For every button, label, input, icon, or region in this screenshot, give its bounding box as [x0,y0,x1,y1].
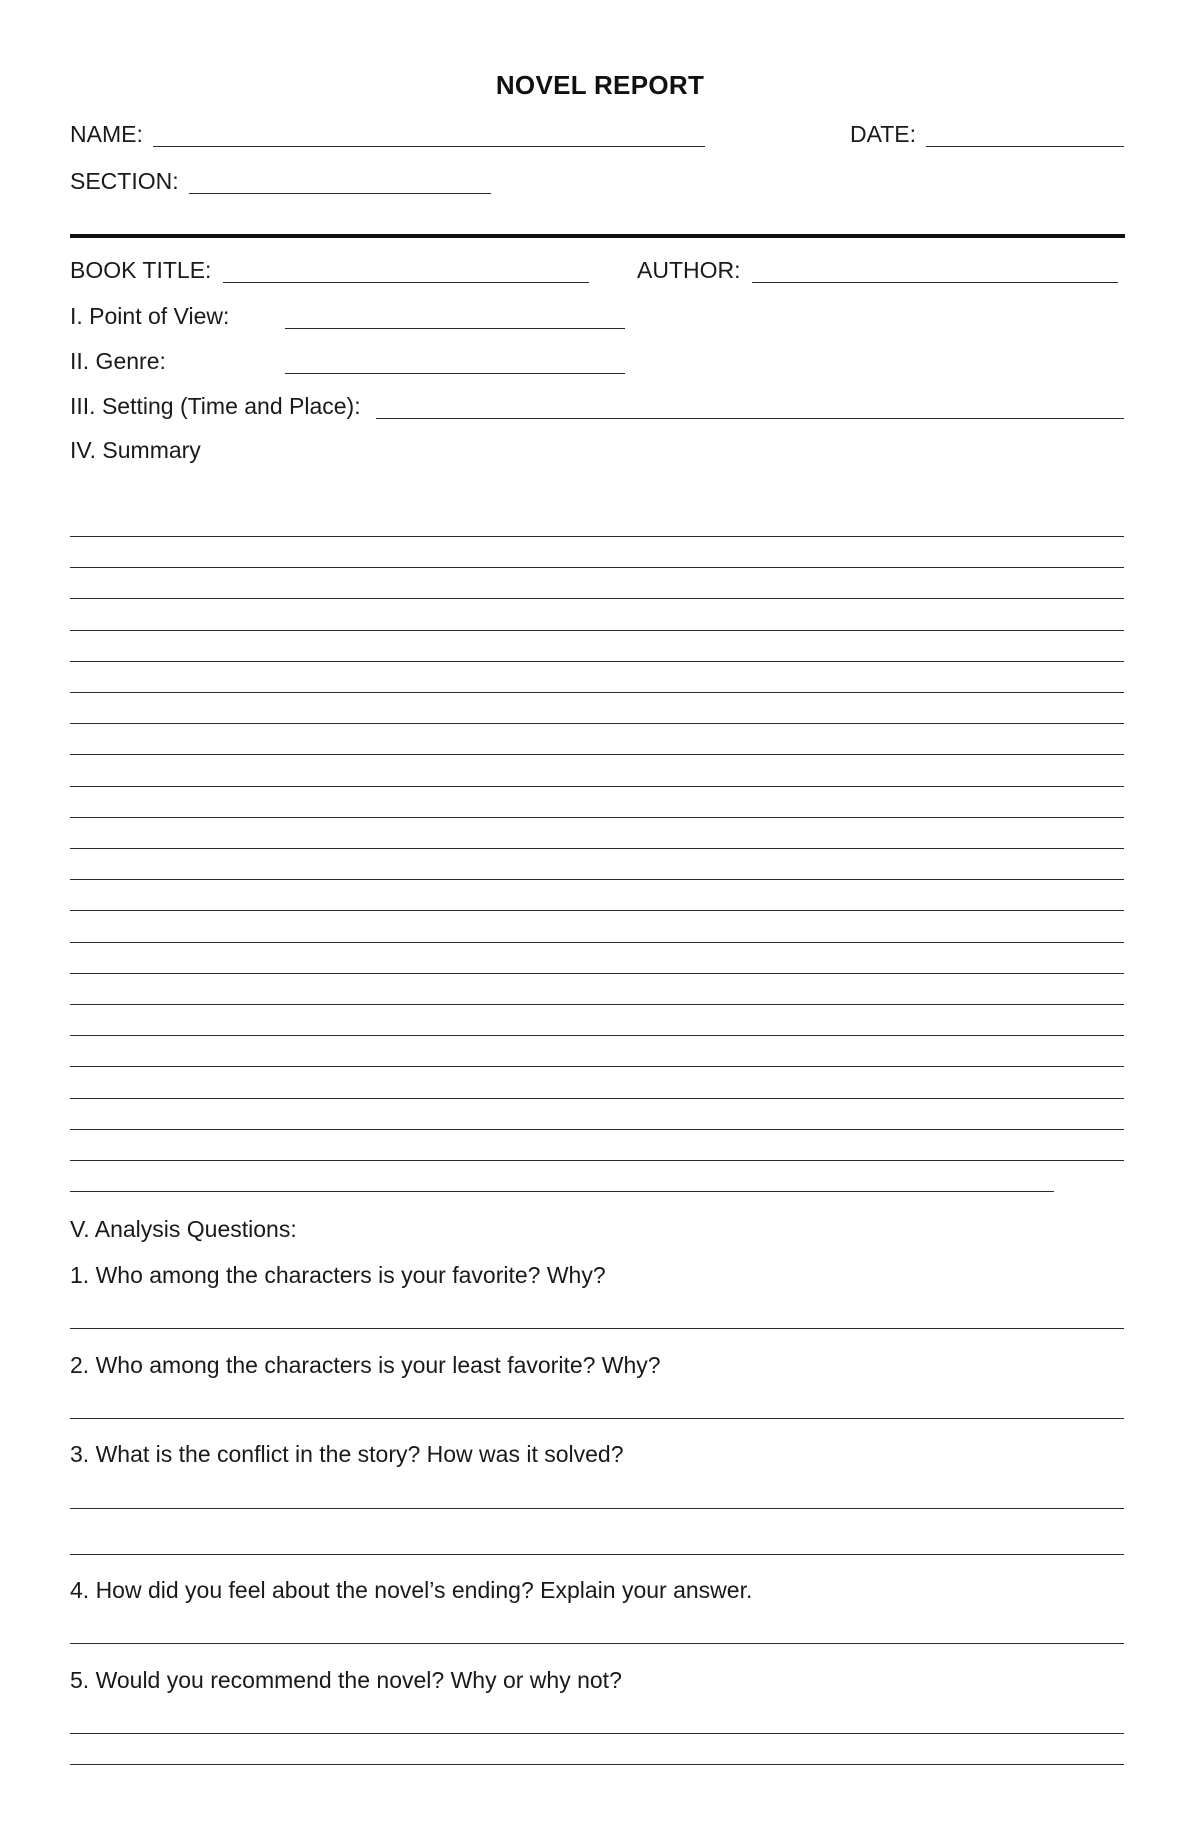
question-3: 3. What is the conflict in the story? How was it solved? [70,1441,624,1467]
point-of-view-field[interactable] [285,328,625,329]
date-label: DATE: [850,121,917,147]
summary-line[interactable] [70,817,1124,818]
summary-line[interactable] [70,879,1124,880]
author-field[interactable] [752,282,1118,283]
summary-line[interactable] [70,661,1124,662]
summary-line[interactable] [70,754,1124,755]
question-2: 2. Who among the characters is your least favorite? Why? [70,1352,661,1378]
summary-line[interactable] [70,567,1124,568]
summary-line[interactable] [70,598,1124,599]
date-field[interactable] [926,146,1124,147]
book-title-field[interactable] [223,282,589,283]
genre-field[interactable] [285,373,625,374]
summary-line[interactable] [70,536,1124,537]
summary-line[interactable] [70,1098,1124,1099]
summary-line[interactable] [70,910,1124,911]
answer-line[interactable] [70,1328,1124,1329]
header-divider [70,234,1125,238]
question-1: 1. Who among the characters is your favorite? Why? [70,1262,606,1288]
summary-line[interactable] [70,630,1124,631]
author-label: AUTHOR: [637,257,741,283]
analysis-heading: V. Analysis Questions: [70,1216,297,1242]
section-field[interactable] [189,193,491,194]
summary-line[interactable] [70,973,1124,974]
summary-label: IV. Summary [70,437,201,463]
answer-line[interactable] [70,1554,1124,1555]
name-field[interactable] [153,146,705,147]
answer-line[interactable] [70,1733,1124,1734]
page-title: NOVEL REPORT [495,70,705,100]
summary-line[interactable] [70,942,1124,943]
summary-line[interactable] [70,1129,1124,1130]
summary-line[interactable] [70,1035,1124,1036]
summary-line[interactable] [70,1191,1054,1192]
question-5: 5. Would you recommend the novel? Why or why not? [70,1667,622,1693]
summary-line[interactable] [70,848,1124,849]
answer-line[interactable] [70,1418,1124,1419]
summary-line[interactable] [70,786,1124,787]
genre-label: II. Genre: [70,348,166,374]
point-of-view-label: I. Point of View: [70,303,230,329]
answer-line[interactable] [70,1764,1124,1765]
answer-line[interactable] [70,1643,1124,1644]
book-title-label: BOOK TITLE: [70,257,212,283]
section-label: SECTION: [70,168,179,194]
summary-line[interactable] [70,1160,1124,1161]
summary-line[interactable] [70,692,1124,693]
summary-line[interactable] [70,1066,1124,1067]
answer-line[interactable] [70,1508,1124,1509]
name-label: NAME: [70,121,143,147]
summary-line[interactable] [70,723,1124,724]
setting-field[interactable] [376,418,1124,419]
question-4: 4. How did you feel about the novel’s ending? Explain your answer. [70,1577,753,1603]
summary-line[interactable] [70,1004,1124,1005]
setting-label: III. Setting (Time and Place): [70,393,361,419]
